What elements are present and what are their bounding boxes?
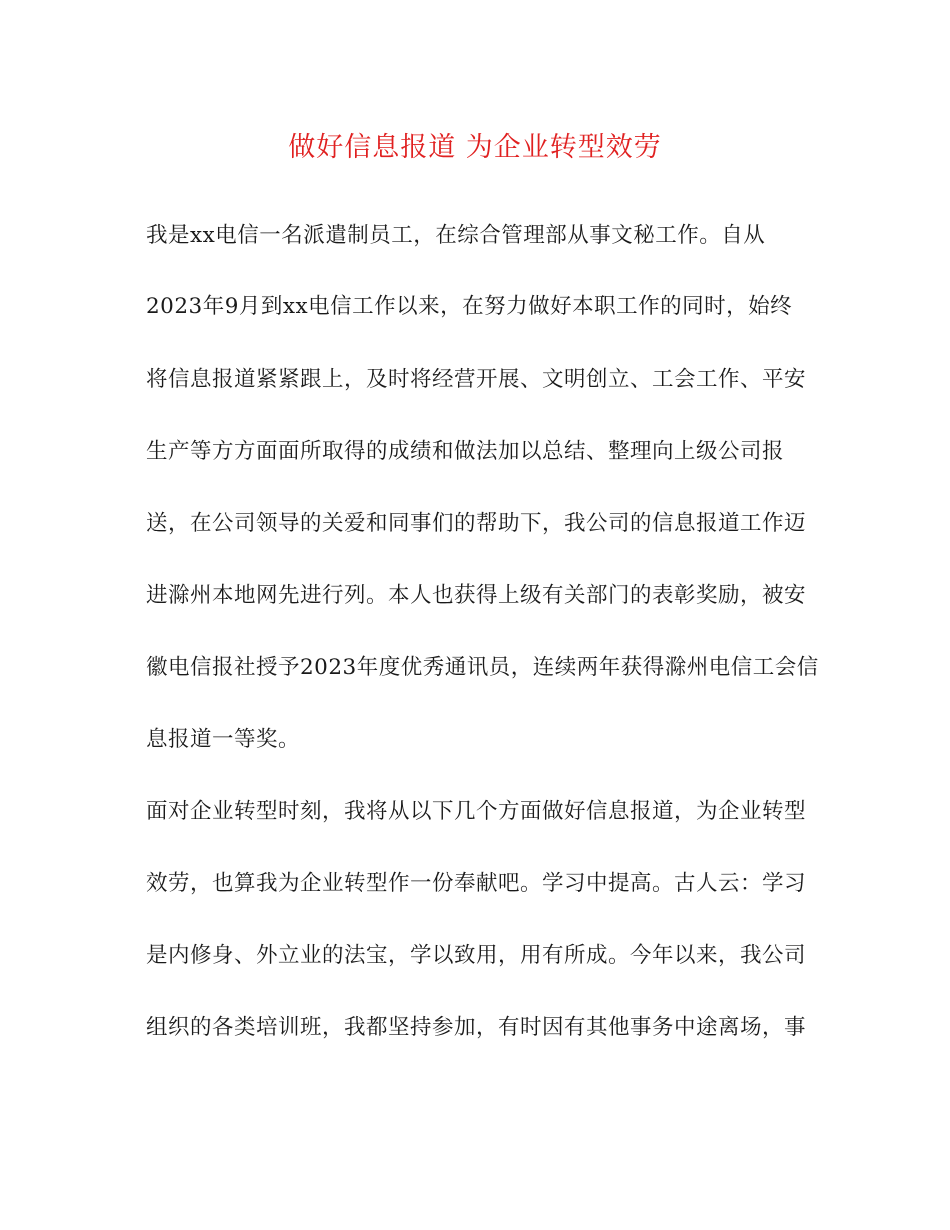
body-line: 2023年9月到xx电信工作以来，在努力做好本职工作的同时，始终 <box>146 294 793 319</box>
body-line: 送，在公司领导的关爱和同事们的帮助下，我公司的信息报道工作迈 <box>146 511 807 536</box>
body-line: 是内修身、外立业的法宝，学以致用，用有所成。今年以来，我公司 <box>146 943 807 968</box>
body-line: 徽电信报社授予2023年度优秀通讯员，连续两年获得滁州电信工会信 <box>146 655 819 680</box>
body-line: 效劳，也算我为企业转型作一份奉献吧。学习中提高。古人云：学习 <box>146 871 807 896</box>
body-line: 面对企业转型时刻，我将从以下几个方面做好信息报道，为企业转型 <box>146 799 807 824</box>
document-title: 做好信息报道 为企业转型效劳 <box>288 132 662 163</box>
body-line: 组织的各类培训班，我都坚持参加，有时因有其他事务中途离场，事 <box>146 1015 807 1040</box>
body-line: 生产等方方面面所取得的成绩和做法加以总结、整理向上级公司报 <box>146 439 785 464</box>
body-line: 息报道一等奖。 <box>146 727 301 752</box>
body-line: 将信息报道紧紧跟上，及时将经营开展、文明创立、工会工作、平安 <box>146 367 807 392</box>
body-line: 我是xx电信一名派遣制员工，在综合管理部从事文秘工作。自从 <box>146 223 766 248</box>
body-line: 进滁州本地网先进行列。本人也获得上级有关部门的表彰奖励，被安 <box>146 583 807 608</box>
